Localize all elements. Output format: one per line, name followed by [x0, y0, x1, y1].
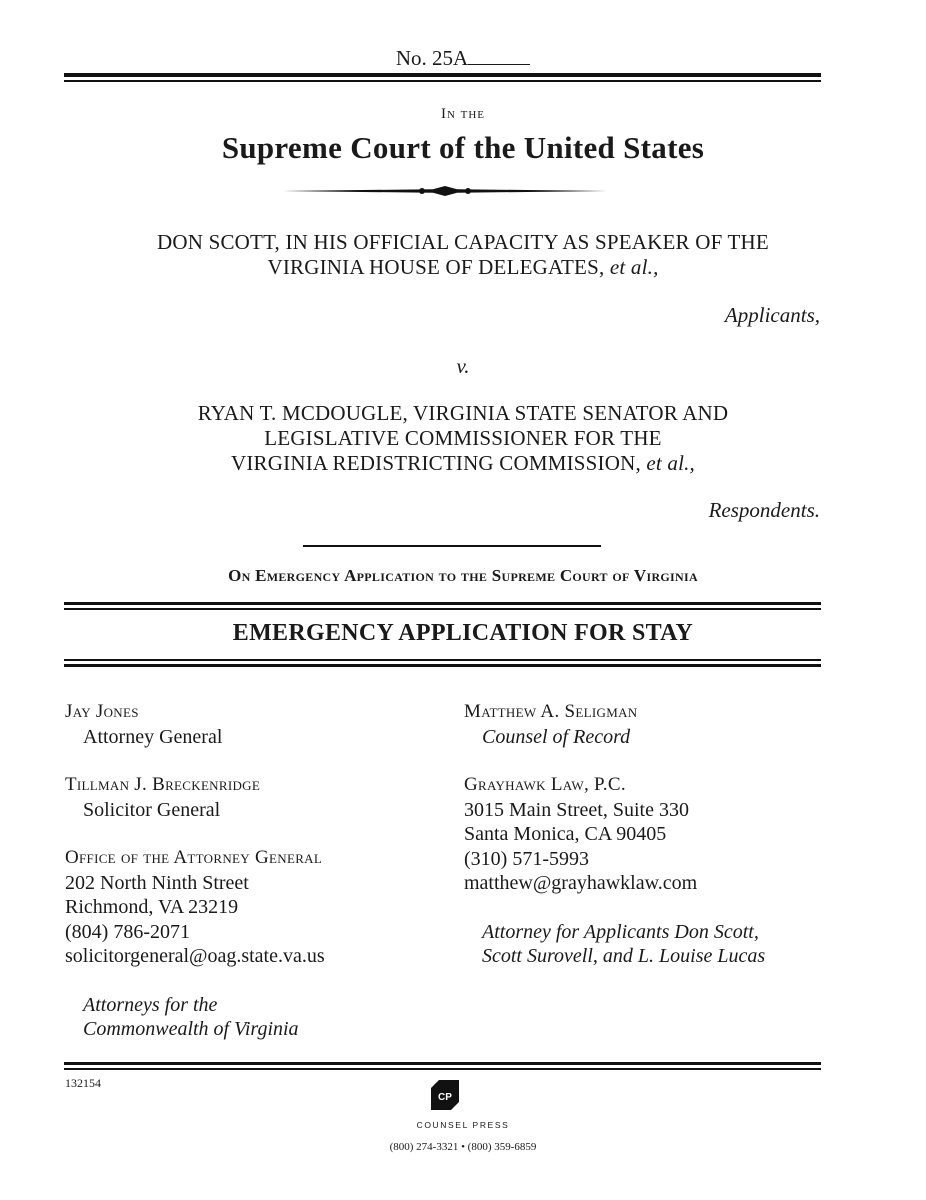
applicant-caption	[0, 230, 926, 280]
respondents-label: Respondents.	[708, 498, 820, 522]
top-thin-rule	[64, 80, 821, 82]
counsel-left-name-1: Jay Jones	[65, 701, 139, 722]
counsel-press-logo	[431, 1080, 459, 1110]
docket-number	[0, 46, 926, 71]
counsel-right-block	[464, 700, 844, 969]
title-top-thick-rule	[64, 602, 821, 605]
counsel-left-phone: (804) 786-2071	[65, 920, 190, 943]
document-title: EMERGENCY APPLICATION FOR STAY	[232, 620, 694, 646]
caption-divider	[303, 545, 601, 547]
job-number: 132154	[65, 1076, 101, 1090]
respondent-caption	[0, 401, 926, 476]
counsel-left-title-2: Solicitor General	[83, 798, 221, 821]
applicant-line-2-wrap	[0, 255, 926, 280]
counsel-right-address-2: Santa Monica, CA 90405	[464, 823, 667, 845]
counsel-left-address-1: 202 North Ninth Street	[65, 871, 249, 894]
counsel-right-phone: (310) 571-5993	[464, 847, 589, 870]
versus: v.	[456, 354, 470, 378]
counsel-right-title: Counsel of Record	[482, 725, 631, 748]
title-bottom-thin-rule	[64, 659, 821, 661]
respondent-line-1: RYAN T. MCDOUGLE, VIRGINIA STATE SENATOR AND	[197, 401, 729, 425]
counsel-right-role-1: Attorney for Applicants Don Scott,	[482, 920, 759, 943]
logo-letters: CP	[438, 1092, 452, 1103]
title-top-thin-rule	[64, 608, 821, 610]
footer-thick-rule	[64, 1062, 821, 1065]
counsel-left-name-2: Tillman J. Breckenridge	[65, 774, 261, 795]
counsel-left-block	[65, 700, 445, 1042]
counsel-right-email: matthew@grayhawklaw.com	[464, 872, 698, 894]
counsel-left-office: Office of the Attorney General	[65, 847, 323, 868]
counsel-left-role-1: Attorneys for the	[83, 993, 218, 1016]
respondent-line-3-wrap	[0, 451, 926, 476]
applicant-line-1: DON SCOTT, IN HIS OFFICIAL CAPACITY AS SPEAKER OF THE	[157, 230, 769, 254]
docket-blank-line	[468, 46, 530, 65]
court-name: Supreme Court of the United States	[221, 130, 705, 165]
counsel-left-address-2: Richmond, VA 23219	[65, 896, 239, 918]
applicants-label: Applicants,	[724, 303, 820, 327]
applicant-etal: et al.,	[609, 255, 659, 279]
in-the-heading: In the	[440, 106, 486, 122]
docket-prefix: No. 25A	[395, 46, 469, 70]
top-thick-rule	[64, 73, 821, 77]
footer-thin-rule	[64, 1068, 821, 1070]
respondent-line-2: LEGISLATIVE COMMISSIONER FOR THE	[264, 426, 662, 450]
counsel-right-firm: Grayhawk Law, P.C.	[464, 774, 626, 795]
counsel-right-name: Matthew A. Seligman	[464, 701, 638, 722]
respondent-line-3: VIRGINIA REDISTRICTING COMMISSION,	[231, 451, 641, 475]
counsel-right-role-2: Scott Surovell, and L. Louise Lucas	[482, 945, 766, 967]
counsel-left-role-2: Commonwealth of Virginia	[83, 1018, 299, 1040]
ornamental-rule	[283, 183, 607, 199]
respondent-etal: et al.,	[646, 451, 695, 475]
title-bottom-thick-rule	[64, 664, 821, 667]
counsel-right-address-1: 3015 Main Street, Suite 330	[464, 798, 689, 821]
applicant-line-2: VIRGINIA HOUSE OF DELEGATES,	[267, 255, 605, 279]
counsel-left-email: solicitorgeneral@oag.state.va.us	[65, 945, 325, 967]
counsel-press-logo-icon	[431, 1080, 459, 1110]
press-phones: (800) 274-3321 • (800) 359-6859	[389, 1141, 537, 1153]
counsel-left-title-1: Attorney General	[83, 725, 223, 748]
on-application-line: On Emergency Application to the Supreme Court of Virginia	[228, 566, 698, 585]
press-name: COUNSEL PRESS	[416, 1120, 510, 1130]
